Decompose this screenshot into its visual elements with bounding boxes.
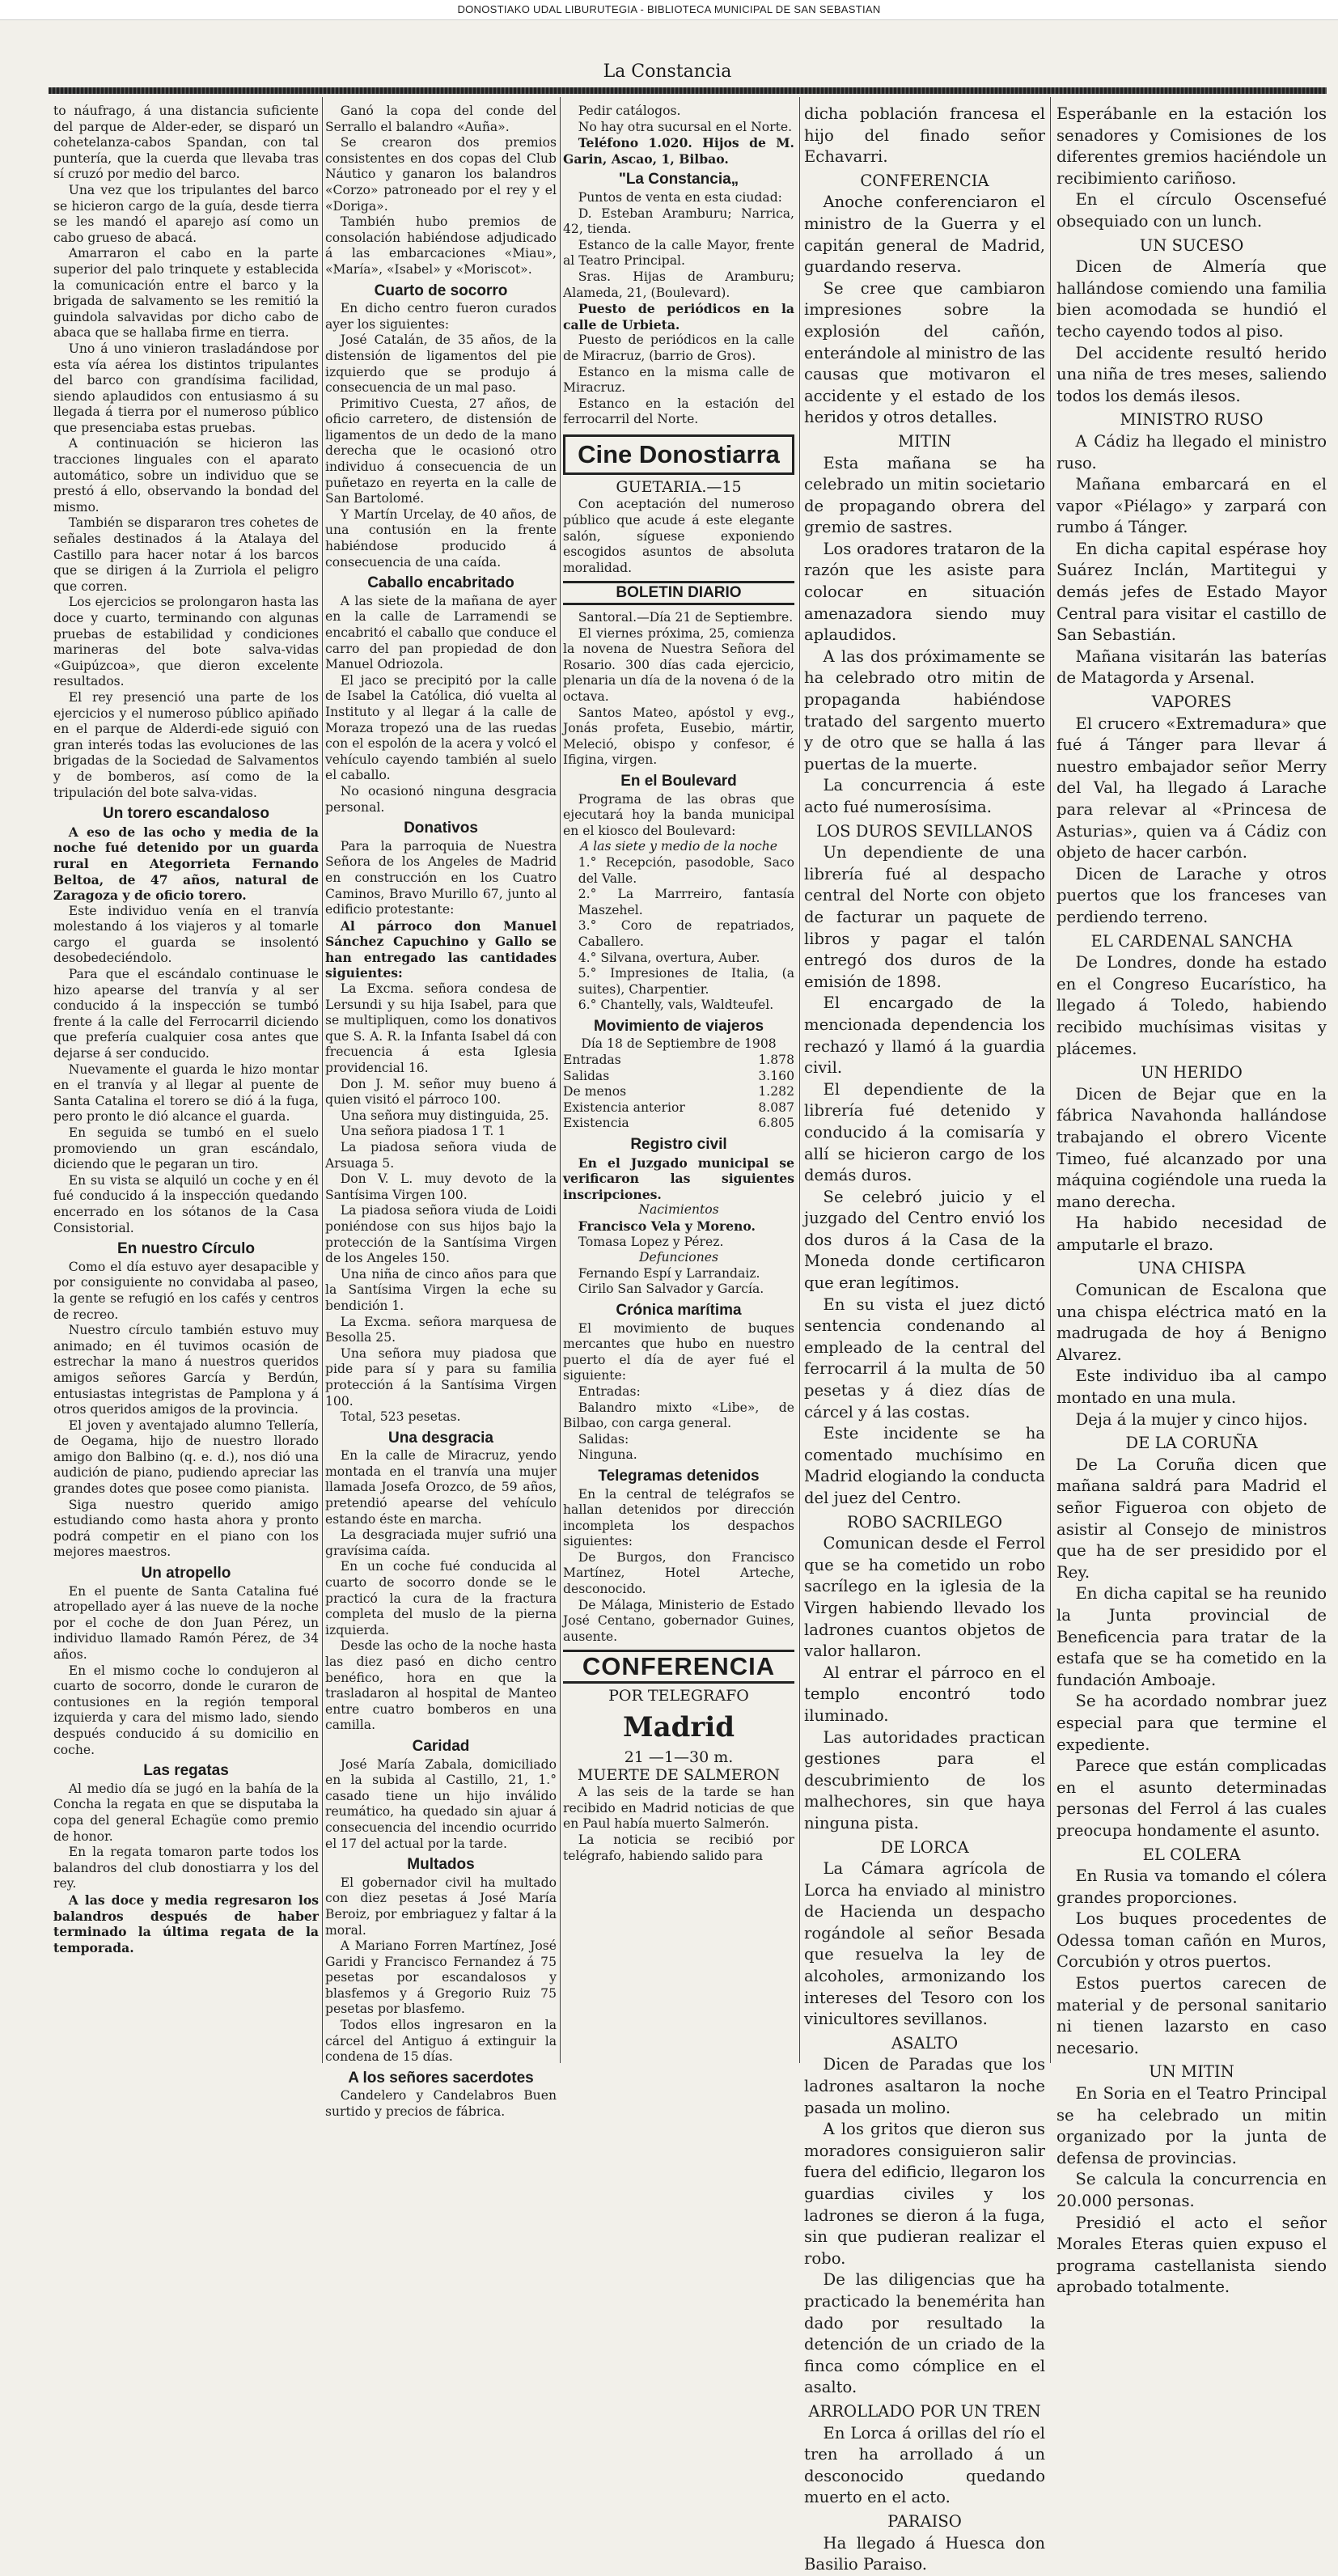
news-heading: CONFERENCIA [860, 171, 989, 190]
article-heading: Crónica marítima [616, 1301, 742, 1319]
article-paragraph: D. Esteban Aramburu; Narrica, 42, tienda. [563, 205, 794, 237]
stats-label: Entradas [563, 1053, 621, 1068]
article-heading: "La Constancia„ [618, 171, 739, 189]
article-paragraph: La noticia se recibió por telégrafo, habiendo salido para [563, 1832, 794, 1863]
stats-row [563, 1100, 794, 1116]
article-paragraph: La desgraciada mujer sufrió una gravísima caída. [325, 1527, 557, 1558]
column-divider [1050, 97, 1051, 2063]
article-paragraph: Del accidente resultó herido una niña de tres meses, saliendo todos los demás ilesos. [1056, 343, 1327, 405]
article-paragraph: Los ejercicios se prolongaron hasta las doce y cuarto, terminando con algunas pruebas de estabilidad y condiciones marineras del bote salva-vidas «Guipúzcoa», que dieron excelente resultados. [53, 595, 319, 689]
article-paragraph: Dicen de Larache y otros puertos que los franceses van perdiendo terreno. [1056, 864, 1327, 926]
article-paragraph: Esta mañana se ha celebrado un mitin societario de propagando obrera del gremio de sastres. [804, 453, 1045, 537]
article-heading: Un torero escandaloso [103, 805, 269, 823]
article-paragraph: Balandro mixto «Libe», de Bilbao, con carga general. [563, 1400, 794, 1431]
article-paragraph: Puesto de periódicos en la calle de Miracruz, (barrio de Gros). [563, 333, 794, 363]
article-heading: Caballo encabritado [367, 574, 514, 592]
article-paragraph: Mañana visitarán las baterías de Matagorda y Arsenal. [1056, 646, 1327, 688]
advert-text: Teléfono 1.020. Hijos de M. Garin, Ascao, 1, Bilbao. [563, 135, 794, 167]
advert-text: No hay otra sucursal en el Norte. [578, 119, 793, 134]
article-paragraph: No ocasionó ninguna desgracia personal. [325, 783, 557, 815]
article-paragraph: Al medio día se jugó en la bahía de la Concha la regata en que se disputaba la copa del general Echagüe como premio de honor. [53, 1781, 319, 1844]
article-paragraph: La Excma. señora marquesa de Besolla 25. [325, 1314, 557, 1345]
article-paragraph: En Lorca á orillas del río el tren ha arrollado á un desconocido quedando muerto en el acto. [804, 2423, 1045, 2507]
article-paragraph: La piadosa señora viuda de Loidi poniéndose con sus hijos bajo la protección de la Santísima Virgen de los Angeles 150. [325, 1203, 557, 1266]
article-paragraph: Dicen de Almería que hallándose comiendo una familia bien acomodada se hundió el techo cayendo todos al piso. [1056, 257, 1327, 341]
cine-advert-title: Cine Donostiarra [563, 434, 794, 475]
article-paragraph: Se cree que cambiaron impresiones sobre la explosión del cañón, enterándole al ministro de las causas que motivaron el accidente y el estado de los heridos y otros detalles. [804, 278, 1045, 427]
stats-date: Día 18 de Septiembre de 1908 [581, 1036, 777, 1052]
article-paragraph: A Mariano Forren Martínez, José Garidi y Francisco Fernandez á 75 pesetas por escandalosos y blasfemos y á Gregorio Ruiz 75 pesetas por blasfemo. [325, 1938, 557, 2017]
article-paragraph: Desde las ocho de la noche hasta las diez pasó en dicho centro benéfico, hora en que la trasladaron al hospital de Manteo entre cuatro bomberos en una camilla. [325, 1638, 557, 1733]
article-paragraph: Salidas: [578, 1431, 629, 1447]
news-heading: UN HERIDO [1141, 1063, 1243, 1083]
article-paragraph: Ganó la copa del conde del Serrallo el balandro «Auña». [325, 104, 557, 134]
article-paragraph: La piadosa señora viuda de Arsuaga 5. [325, 1140, 557, 1171]
article-paragraph: Para la parroquia de Nuestra Señora de los Angeles de Madrid en construcción en los Cuatro Caminos, Bravo Murillo 67, junto al edificio protestante: [325, 838, 557, 917]
article-paragraph: En el mismo coche lo condujeron al cuarto de socorro, donde le curaron de contusiones en la región temporal izquierda y cara del mismo lado, siendo después conducido á su domicilio en coche. [53, 1663, 319, 1757]
article-paragraph: De Burgos, don Francisco Martínez, Hotel Arteche, desconocido. [563, 1549, 794, 1597]
stats-value: 8.087 [758, 1099, 794, 1115]
article-paragraph: Ninguna. [578, 1447, 637, 1463]
article-paragraph: En dicho centro fueron curados ayer los siguientes: [325, 301, 557, 332]
article-paragraph: Los buques procedentes de Odessa toman cañón en Muros, Corcubión y otros puertos. [1056, 1909, 1327, 1972]
article-paragraph: Las autoridades practican gestiones para el descubrimiento de los malhechores, sin que haya ninguna pista. [804, 1727, 1045, 1832]
article-paragraph: El dependiente de la librería fué detenido y conducido á la comisaría y allí se hicieron cargo de los demás duros. [804, 1079, 1045, 1185]
library-banner: DONOSTIAKO UDAL LIBURUTEGIA - BIBLIOTECA MUNICIPAL DE SAN SEBASTIAN [0, 0, 1338, 20]
article-paragraph: A las siete de la mañana de ayer en la calle de Larramendi se encabritó el caballo que conduce el carro del pan propiedad de don Manuel Odriozola. [325, 593, 557, 672]
article-paragraph: Con aceptación del numeroso público que acude á este elegante salón, síguese exponiendo escogidos asuntos de absoluta moralidad. [563, 497, 794, 575]
article-heading: Caridad [412, 1737, 470, 1755]
article-paragraph: Santoral.—Día 21 de Septiembre. [578, 610, 794, 625]
article-paragraph: Nuevamente el guarda le hizo montar en el tranvía y al llegar al puente de Santa Catalina el torero se dió á la fuga, pero pronto le dió alcance el guarda. [53, 1061, 319, 1125]
article-paragraph: Se celebró juicio y el juzgado del Centro envió los dos duros á la Casa de la Moneda donde certificaron que eran legítimos. [804, 1187, 1045, 1293]
article-paragraph: También se dispararon tres cohetes de señales destinados á la Atalaya del Castillo para hacer notar á los barcos que se dirigen á la Zurriola el peligro que corren. [53, 515, 319, 594]
article-paragraph: A eso de las ocho y media de la noche fué detenido por un guarda rural en Ategorrieta Fernando Beltoa, de 47 años, natural de Zaragoza y de oficio torero. [53, 824, 319, 904]
article-paragraph: También hubo premios de consolación habiéndose adjudicado á las embarcaciones «Miau», «María», «Isabel» y «Moriscot». [325, 214, 557, 277]
article-paragraph: Siga nuestro querido amigo estudiando como hasta ahora y pronto podrá competir en el piano con los mejores maestros. [53, 1497, 319, 1560]
stats-row [563, 1084, 794, 1100]
conference-heading: CONFERENCIA [563, 1650, 794, 1684]
article-paragraph: A las doce y media regresaron los balandros después de haber terminado la última regata de la temporada. [53, 1892, 319, 1955]
article-paragraph: En Soria en el Teatro Principal se ha celebrado un mitin organizado por la junta de defensa de provincias. [1056, 2084, 1327, 2167]
article-heading: En nuestro Círculo [117, 1240, 255, 1258]
article-heading: Registro civil [630, 1136, 727, 1154]
article-paragraph: Estanco en la misma calle de Miracruz. [563, 364, 794, 396]
article-paragraph: Dicen de Paradas que los ladrones asaltaron la noche pasada un molino. [804, 2055, 1045, 2117]
article-paragraph: De Málaga, Ministerio de Estado José Centano, gobernador Guines, ausente. [563, 1597, 794, 1644]
article-paragraph: Comunican desde el Ferrol que se ha cometido un robo sacrílego en la iglesia de la Virgen habiendo llevado los ladrones cuantos objetos de valor hallaron. [804, 1534, 1045, 1661]
article-paragraph: A continuación se hicieron las tracciones linguales con el aparato automático, sobre un individuo que se prestó á ello, observando la bondad del mismo. [53, 436, 319, 515]
masthead-rule [49, 87, 1327, 94]
article-paragraph: Estanco en la estación del ferrocarril del Norte. [563, 396, 794, 427]
article-paragraph: El jaco se precipitó por la calle de Isabel la Católica, dió vuelta al Instituto y al llegar á la calle de Moraza tropezó una de las ruedas con el espolón de la acera y volcó el vehículo cayendo también al suelo el caballo. [325, 672, 557, 783]
article-paragraph: Comunican de Escalona que una chispa eléctrica mató en la madrugada de hoy á Benigno Alvarez. [1056, 1281, 1327, 1364]
registry-entry: Cirilo San Salvador y García. [578, 1282, 764, 1297]
article-paragraph: Amarraron el cabo en la parte superior del palo trinquete y establecida la comunicación entre el barco y la brigada de salvamento se les remitió la guindola salvavidas por dicho cabo de abaca que se hallaba firme en tierra. [53, 246, 319, 341]
article-heading: Una desgracia [388, 1429, 493, 1447]
article-paragraph: La concurrencia á este acto fué numerosísima. [804, 776, 1045, 816]
article-paragraph: En Rusia va tomando el cólera grandes proporciones. [1056, 1866, 1327, 1907]
article-paragraph: Don J. M. señor muy bueno á quien visitó el párroco 100. [325, 1076, 557, 1108]
article-paragraph: Puntos de venta en esta ciudad: [578, 189, 782, 205]
stats-value: 1.282 [758, 1084, 794, 1099]
article-paragraph: Sras. Hijas de Aramburu; Alameda, 21, (Boulevard). [563, 269, 794, 300]
news-heading: DE LORCA [880, 1837, 969, 1857]
article-paragraph: Para que el escándalo continuase le hizo apearse del tranvía y al ser conducido á la inspección se tumbó frente á la calle del Ferrocarril diciendo que prefería cualquier cosa antes que dejarse á ser conducido. [53, 967, 319, 1061]
article-paragraph: Presidió el acto el señor Morales Eteras quien expuso el programa castellanista siendo aprobado totalmente. [1056, 2213, 1327, 2297]
news-heading: EL COLERA [1142, 1845, 1241, 1864]
news-heading: MINISTRO RUSO [1120, 410, 1264, 430]
article-paragraph: Todos ellos ingresaron en la cárcel del Antiguo á extinguir la condena de 15 días. [325, 2018, 557, 2065]
article-paragraph: A las dos próximamente se ha celebrado otro mitin de propaganda habiéndose tratado del sargento muerto y de otro que se halla á las puertas de la muerte. [804, 646, 1045, 773]
article-heading: Las regatas [143, 1762, 229, 1780]
news-heading: EL CARDENAL SANCHA [1090, 931, 1293, 951]
news-heading: MITIN [898, 431, 951, 451]
news-heading: UN SUCESO [1139, 235, 1244, 255]
article-paragraph: Una vez que los tripulantes del barco se hicieron cargo de la guía, desde tierra se les mandó el aparejo así como un cabo grueso de abacá. [53, 182, 319, 245]
article-paragraph: De Londres, donde ha estado en el Congreso Eucarístico, ha llegado á Toledo, habiendo recibido muchísimas visitas y plácemes. [1056, 953, 1327, 1058]
article-paragraph: El encargado de la mencionada dependencia los rechazó y llamó á la guardia civil. [804, 994, 1045, 1078]
article-paragraph: A las seis de la tarde se han recibido en Madrid noticias de que en Paul había muerto Salmerón. [563, 1785, 794, 1832]
article-paragraph: Estos puertos carecen de material y de personal sanitario ni tienen lazarsto en caso necesario. [1056, 1974, 1327, 2057]
telegraph-subheading: POR TELEGRAFO [608, 1687, 749, 1705]
article-paragraph: La Cámara agrícola de Lorca ha enviado al ministro de Hacienda un despacho rogándole al señor Besada que resuelva la ley de alcoholes, armonizando los intereses del Tesoro con los vinicultores sevillanos. [804, 1859, 1045, 2029]
stats-label: Existencia [563, 1116, 629, 1131]
article-paragraph: Esperábanle en la estación los senadores y Comisiones de los diferentes gremios haciéndole un recibimiento cariñoso. [1056, 104, 1327, 188]
article-paragraph: En su vista se alquiló un coche y en él fué conducido á la inspección quedando encerrado en los sótanos de la Casa Consistorial. [53, 1172, 319, 1235]
news-heading: ROBO SACRILEGO [847, 1512, 1002, 1532]
article-paragraph: El joven y aventajado alumno Tellería, de Oegama, hijo de nuestro llorado amigo don Balbino (q. e. d.), nos dió una audición de piano, pudiendo apreciar las grandes dotes que posee como pianista. [53, 1417, 319, 1497]
column-divider [322, 97, 323, 2063]
boletin-heading: BOLETIN DIARIO [563, 581, 794, 605]
article-paragraph: José María Zabala, domiciliado en la subida al Castillo, 21, 1.° casado tiene un hijo inválido reumático, ha quedado sin ajuar á consecuencia del incendio ocurrido el 17 del actual por la tarde. [325, 1756, 557, 1851]
article-paragraph: Y Martín Urcelay, de 40 años, de una contusión en la frente habiéndose producido á consecuencia de una caída. [325, 506, 557, 570]
article-paragraph: Don V. L. muy devoto de la Santísima Virgen 100. [325, 1171, 557, 1202]
program-item: 2.° La Marrreiro, fantasía Maszehel. [578, 887, 794, 917]
stats-label: De menos [563, 1084, 627, 1099]
article-paragraph: Los oradores trataron de la razón que les asiste para colocar en situación amenazadora siendo muy aplaudidos. [804, 539, 1045, 645]
article-paragraph: Al párroco don Manuel Sánchez Capuchino y Gallo se han entregado las cantidades siguientes: [325, 917, 557, 981]
article-paragraph: Dicen de Bejar que en la fábrica Navahonda hallándose trabajando el obrero Vicente Timeo, fué alcanzado por una máquina cogiéndole una rueda la mano derecha. [1056, 1084, 1327, 1211]
news-heading: UN MITIN [1149, 2062, 1234, 2082]
article-paragraph: José Catalán, de 35 años, de la distensión de ligamentos del pie izquierdo que se produjo á consecuencia de un mal paso. [325, 333, 557, 396]
article-paragraph: El movimiento de buques mercantes que hubo en nuestro puerto el día de ayer fué el siguiente: [563, 1320, 794, 1383]
program-item: 6.° Chantelly, vals, Waldteufel. [578, 998, 774, 1013]
article-heading: Movimiento de viajeros [593, 1017, 764, 1035]
article-paragraph: Ha habido necesidad de amputarle el brazo. [1056, 1214, 1327, 1254]
advert-text: Pedir catálogos. [578, 104, 681, 118]
news-heading: DE LA CORUÑA [1125, 1434, 1258, 1453]
article-paragraph: En el Juzgado municipal se verificaron las siguientes inscripciones. [563, 1155, 794, 1202]
stats-label: Salidas [563, 1068, 610, 1083]
article-paragraph: Como el día estuvo ayer desapacible y por consiguiente no convidaba al paseo, la gente se refugió en los cafés y centros de recreo. [53, 1259, 319, 1322]
news-heading: ARROLLADO POR UN TREN [808, 2401, 1041, 2421]
article-paragraph: El rey presenció una parte de los ejercicios y el numeroso público apiñado en el parque de Alderdi-ede siguió con gran interés todas las evoluciones de las brigadas de la Sociedad de Salvamentos y de bomberos, así como de la tripulación del bote salva-vidas. [53, 689, 319, 800]
article-paragraph: dicha población francesa el hijo del finado señor Echavarri. [804, 104, 1045, 167]
article-heading: Multados [407, 1856, 475, 1874]
article-paragraph: En un coche fué conducida al cuarto de socorro donde se le practicó la cura de la fractura completa del muslo de la pierna izquierda. [325, 1559, 557, 1638]
article-paragraph: Una señora muy distinguida, 25. [340, 1108, 549, 1123]
stats-row [563, 1069, 794, 1085]
dateline-madrid: Madrid [622, 1711, 735, 1744]
article-paragraph: A los gritos que dieron sus moradores consiguieron salir fuera del edificio, llegaron los guardias civiles y los ladrones se dieron á la fuga, sin que pudieran realizar el robo. [804, 2120, 1045, 2268]
article-paragraph: Programa de las obras que ejecutará hoy la banda municipal en el kiosco del Boulevard: [563, 791, 794, 838]
registry-entry: Tomasa Lopez y Pérez. [578, 1234, 724, 1249]
news-heading: VAPORES [1151, 693, 1232, 712]
stats-label: Existencia anterior [563, 1099, 685, 1115]
registry-subheading: Defunciones [639, 1250, 718, 1265]
article-paragraph: El gobernador civil ha multado con diez pesetas á José María Beroiz, por embriaguez y faltar á la moral. [325, 1875, 557, 1938]
news-heading: PARAISO [887, 2511, 962, 2531]
program-item: 3.° Coro de repatriados, Caballero. [578, 918, 794, 949]
registry-entry: Fernando Espí y Larrandaiz. [578, 1265, 760, 1281]
article-paragraph: De La Coruña dicen que mañana saldrá para Madrid el señor Figueroa con objeto de asistir al Consejo de ministros que ha de ser presidido por el Rey. [1056, 1455, 1327, 1582]
article-paragraph: En el puente de Santa Catalina fué atropellado ayer á las nueve de la noche por el coche de don Juan Pérez, un individuo llamado Ramón Pérez, de 34 años. [53, 1583, 319, 1662]
article-paragraph: El crucero «Extremadura» que fué á Tánger para llevar á nuestro embajador señor Merry del Val, ha llegado á Larache para relevar al «Princesa de Asturias», quien va á Cádiz con objeto de hacer carbón. [1056, 714, 1327, 862]
telegram-headline: MUERTE DE SALMERON [577, 1765, 781, 1784]
article-paragraph: En la regata tomaron parte todos los balandros del club donostiarra y los del rey. [53, 1845, 319, 1892]
article-paragraph: Puesto de periódicos en la calle de Urbieta. [563, 301, 794, 333]
news-heading: UNA CHISPA [1137, 1259, 1246, 1278]
article-paragraph: Una señora piadosa 1 T. 1 [340, 1124, 506, 1139]
article-paragraph: En dicha capital espérase hoy Suárez Inclán, Martitegui y demás jefes de Estado Mayor Central para visitar el castillo de San Sebastián. [1056, 539, 1327, 645]
article-paragraph: Deja á la mujer y cinco hijos. [1075, 1409, 1308, 1429]
article-paragraph: El viernes próxima, 25, comienza la novena de Nuestra Señora del Rosario. 300 días cada ejercicio, plenaria un día de la novena ó de la octava. [563, 625, 794, 704]
newspaper-masthead: La Constancia [603, 61, 732, 82]
advert-heading: A los señores sacerdotes [348, 2069, 534, 2087]
article-paragraph: En su vista el juez dictó sentencia condenando al empleado de la central del ferrocarril á la multa de 50 pesetas y á diez días de cárcel y á las costas. [804, 1294, 1045, 1421]
column-4 [804, 104, 1045, 2574]
article-paragraph: to náufrago, á una distancia suficiente del parque de Alder-eder, se disparó un cohetelanza-cabos Spandan, con tal puntería, que la cuerda que llevaba tras sí cruzó por medio del barco. [53, 104, 319, 182]
advert-text: Candelero y Candelabros Buen surtido y precios de fábrica. [325, 2088, 557, 2120]
article-paragraph: En la calle de Miracruz, yendo montada en el tranvía una mujer llamada Josefa Orozco, de 59 años, pretendió apearse del vehículo estando éste en marcha. [325, 1448, 557, 1527]
article-paragraph: Un dependiente de una librería fué al despacho central del Norte con objeto de facturar un paquete de libros y pagar el talón entregó dos duros de la emisión de 1898. [804, 843, 1045, 991]
article-heading: Telegramas detenidos [598, 1467, 760, 1485]
article-paragraph: Se ha acordado nombrar juez especial para que termine el expediente. [1056, 1692, 1327, 1754]
article-paragraph: Una señora muy piadosa que pide para sí y para su familia protección á la Santísima Virgen 100. [325, 1345, 557, 1409]
stats-value: 6.805 [758, 1116, 794, 1131]
article-heading: Donativos [404, 820, 478, 837]
column-5 [1056, 104, 1327, 2297]
article-paragraph: Parece que están complicadas en el asunto determinadas personas del Ferrol á las cuales preocupa hondamente el asunto. [1056, 1756, 1327, 1840]
column-divider [799, 97, 800, 2063]
article-paragraph: Ha llegado á Huesca don Basilio Paraiso. [804, 2533, 1045, 2574]
article-paragraph: Entradas: [578, 1383, 641, 1399]
stats-row [563, 1116, 794, 1132]
article-paragraph: La Excma. señora condesa de Lersundi y su hija Isabel, para que se multipliquen, como los donativos que S. A. R. la Infanta Isabel dá con frecuencia á esta Iglesia providencial 16. [325, 981, 557, 1076]
column-2 [325, 104, 557, 2120]
article-paragraph: Una niña de cinco años para que la Santísima Virgen la eche su bendición 1. [325, 1266, 557, 1313]
program-item: 5.° Impresiones de Italia, (a suites), Charpentier. [578, 966, 794, 997]
article-paragraph: En el círculo Oscensefué obsequiado con un lunch. [1056, 190, 1327, 231]
column-divider [560, 97, 561, 2063]
stats-value: 1.878 [758, 1053, 794, 1068]
article-paragraph: En dicha capital se ha reunido la Junta provincial de Beneficencia para tratar de la estafa que se ha cometido en la fundación Amboaje. [1056, 1584, 1327, 1689]
stats-value: 3.160 [758, 1068, 794, 1083]
column-1 [53, 104, 319, 2053]
article-heading: En el Boulevard [620, 772, 737, 790]
program-subheading: A las siete y medio de la noche [579, 839, 778, 854]
article-paragraph: Se crearon dos premios consistentes en dos copas del Club Náutico y ganaron los balandros «Corzo» patroneado por el rey y el «Doriga». [325, 135, 557, 214]
article-paragraph: Este individuo iba al campo montado en una mula. [1056, 1366, 1327, 1408]
column-3 [563, 104, 794, 2053]
article-paragraph: Total, 523 pesetas. [340, 1409, 461, 1425]
article-paragraph: En la central de telégrafos se hallan detenidos por dirección incompleta los despachos siguientes: [563, 1486, 794, 1549]
cine-address: GUETARIA.—15 [616, 477, 742, 496]
article-paragraph: Al entrar el párroco en el templo encontró todo iluminado. [804, 1663, 1045, 1725]
program-item: 1.° Recepción, pasodoble, Saco del Valle. [578, 854, 794, 886]
news-heading: ASALTO [891, 2033, 959, 2053]
stats-row [563, 1053, 794, 1069]
article-paragraph: Estanco de la calle Mayor, frente al Teatro Principal. [563, 237, 794, 269]
article-paragraph: Anoche conferenciaron el ministro de la Guerra y el capitán general de Madrid, guardando reserva. [804, 193, 1045, 277]
article-paragraph: De las diligencias que ha practicado la benemérita han dado por resultado la detención de un criado de la finca como cómplice en el asalto. [804, 2270, 1045, 2397]
telegram-time: 21 —1—30 m. [624, 1748, 734, 1767]
registry-subheading: Nacimientos [638, 1202, 719, 1218]
article-paragraph: Este incidente se ha comentado muchísimo en Madrid elogiando la conducta del juez del Centro. [804, 1424, 1045, 1507]
registry-entry: Francisco Vela y Moreno. [578, 1218, 756, 1234]
article-paragraph: Primitivo Cuesta, 27 años, de oficio carretero, de distensión de ligamentos de un dedo de la mano derecha que le ocasionó otro individuo á consecuencia de un puñetazo en reyerta en la calle de San Bartolomé. [325, 396, 557, 506]
news-heading: LOS DUROS SEVILLANOS [816, 821, 1033, 841]
article-paragraph: Nuestro círculo también estuvo muy animado; en él tuvimos ocasión de estrechar la mano á nuestros queridos amigos señores García y Berdún, entusiastas integristas de Pamplona y á otros queridos amigos de la provincia. [53, 1323, 319, 1417]
article-paragraph: A Cádiz ha llegado el ministro ruso. [1056, 431, 1327, 472]
program-item: 4.° Silvana, overtura, Auber. [578, 950, 760, 965]
article-heading: Cuarto de socorro [374, 282, 508, 299]
article-paragraph: Uno á uno vinieron trasladándose por esta vía aérea los distintos tripulantes del barco con grandísima facilidad, siendo aplaudidos con entusiasmo á su llegada á tierra por el numeroso público que presenciaba estas pruebas. [53, 341, 319, 435]
article-paragraph: En seguida se tumbó en el suelo promoviendo un gran escándalo, diciendo que le pegaran un tiro. [53, 1125, 319, 1172]
article-heading: Un atropello [141, 1565, 231, 1582]
article-paragraph: Santos Mateo, apóstol y evg., Jonás profeta, Eusebio, mártir, Meleció, obispo y confesor, é Ifigina, virgen. [563, 705, 794, 768]
article-paragraph: Este individuo venía en el tranvía molestando á los viajeros y al tomarle cargo el guarda se insolentó desobedeciéndolo. [53, 903, 319, 966]
article-paragraph: Mañana embarcará en el vapor «Piélago» y zarpará con rumbo á Tánger. [1056, 475, 1327, 537]
article-paragraph: Se calcula la concurrencia en 20.000 personas. [1056, 2170, 1327, 2210]
